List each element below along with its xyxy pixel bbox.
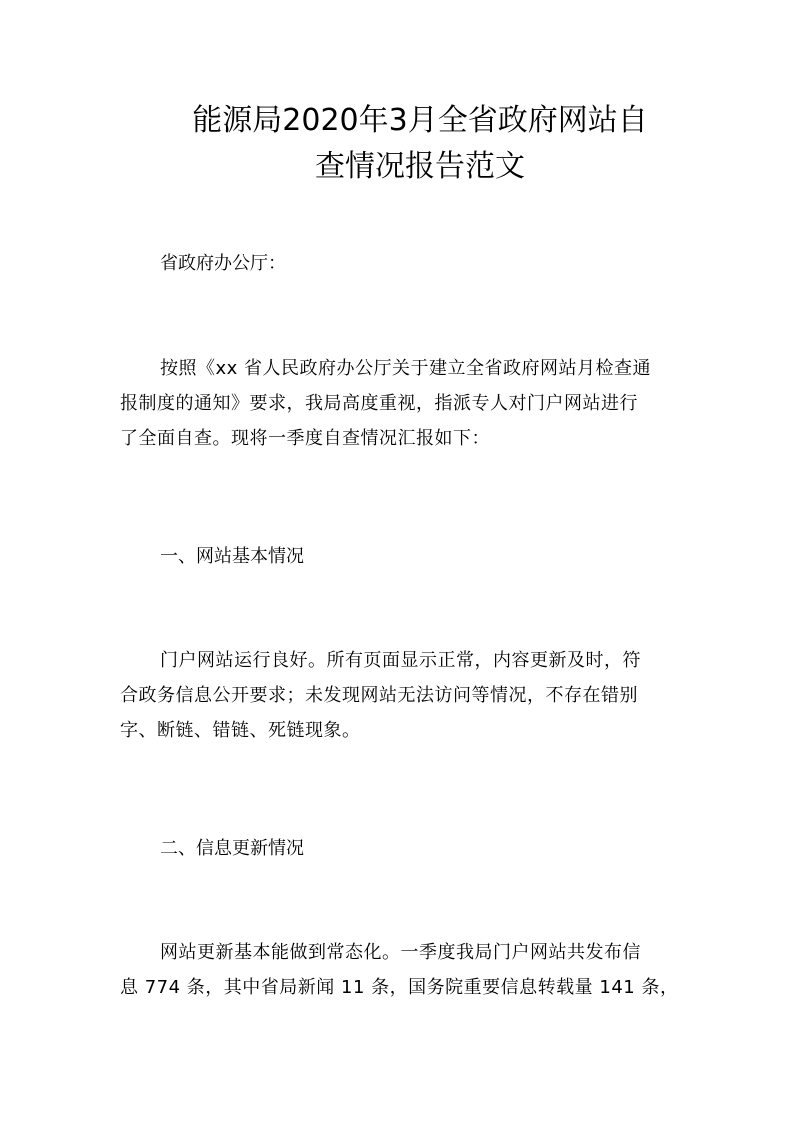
intro-line-1: 按照《xx 省人民政府办公厅关于建立全省政府网站月检查通: [160, 358, 652, 379]
title-line-1: 能源局2020年3月全省政府网站自: [192, 103, 648, 138]
document-title: [120, 98, 720, 190]
section-2-paragraph: [120, 935, 680, 1005]
title-line-2: 查情况报告范文: [315, 149, 525, 184]
section-1-heading: 一、网站基本情况: [160, 546, 304, 567]
intro-line-2: 报制度的通知》要求，我局高度重视，指派专人对门户网站进行: [120, 393, 638, 414]
salutation: 省政府办公厅：: [160, 253, 286, 274]
intro-paragraph: [120, 351, 680, 456]
intro-line-3: 了全面自查。现将一季度自查情况汇报如下：: [120, 428, 490, 449]
section-2-line-2: 息 774 条，其中省局新闻 11 条，国务院重要信息转载量 141 条，: [120, 977, 679, 998]
section-1-line-3: 字、断链、错链、死链现象。: [120, 720, 361, 741]
section-2-line-1: 网站更新基本能做到常态化。一季度我局门户网站共发布信: [160, 942, 641, 963]
section-1-line-1: 门户网站运行良好。所有页面显示正常，内容更新及时，符: [160, 650, 641, 671]
section-2-heading: 二、信息更新情况: [160, 838, 304, 859]
section-1-line-2: 合政务信息公开要求；未发现网站无法访问等情况，不存在错别: [120, 685, 638, 706]
section-1-paragraph: [120, 643, 680, 748]
